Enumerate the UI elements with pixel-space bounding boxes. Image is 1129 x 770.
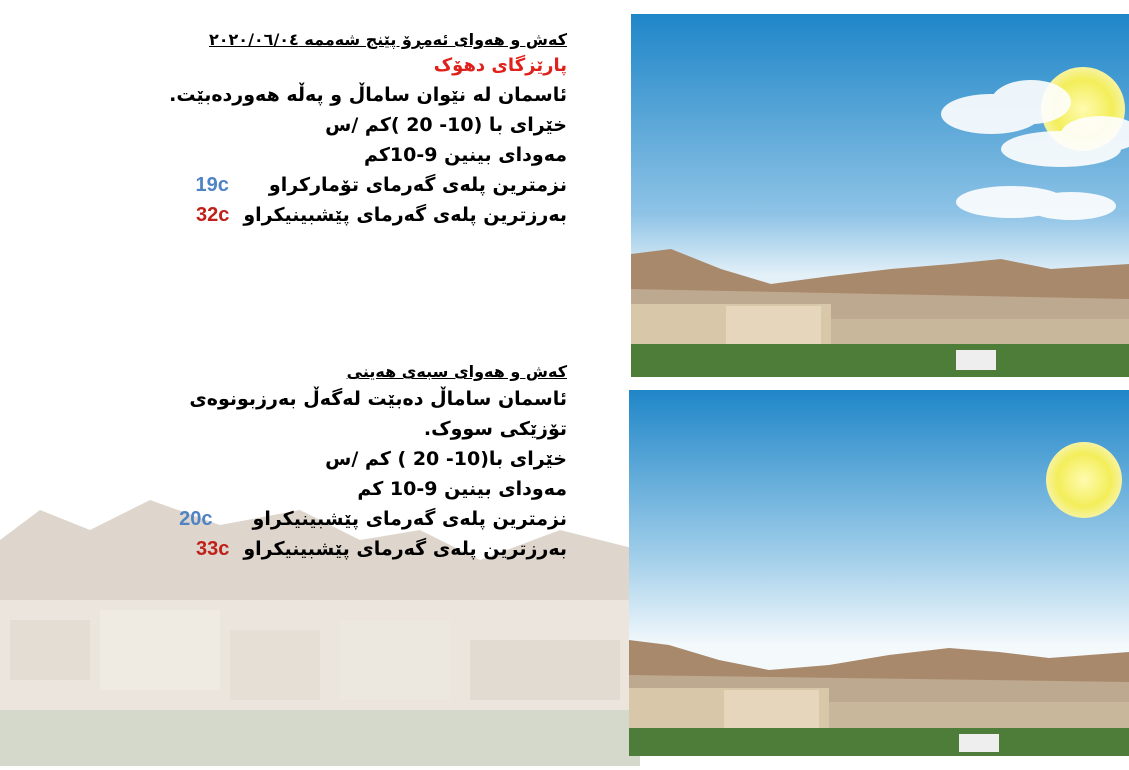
today-min-label: نزمترین پلەی گەرمای تۆمارکراو xyxy=(268,174,567,196)
tomorrow-sky: ئاسمان ساماڵ دەبێت لەگەڵ بەرزبونوەی تۆزێکی سووک. xyxy=(189,388,567,440)
today-max-temp-row xyxy=(107,200,567,230)
today-weather-photo xyxy=(631,14,1129,377)
today-visibility: مەودای بینین 9-10کم xyxy=(363,144,567,166)
today-wind: خێرای با (10- 20 )کم /س xyxy=(325,114,567,136)
today-heading: کەش و هەوای ئەمڕۆ پێنج شەممە ٢٠٢٠/٠٦/٠٤ xyxy=(209,30,567,49)
tomorrow-weather-photo xyxy=(629,390,1129,756)
tomorrow-max-temp-row xyxy=(137,534,567,564)
tomorrow-visibility: مەودای بینین 9-10 کم xyxy=(357,478,567,500)
tomorrow-max-value: 33c xyxy=(195,538,230,560)
tomorrow-heading: کەش و هەوای سبەی هەینی xyxy=(346,362,567,381)
tomorrow-min-value: 20c xyxy=(179,508,213,530)
today-min-temp-row xyxy=(107,170,567,200)
today-min-value: 19c xyxy=(195,174,229,196)
tomorrow-max-label: بەرزترین پلەی گەرمای پێشبینیکراو xyxy=(243,538,567,560)
province-name: پارێزگای دهۆک xyxy=(433,55,567,76)
tomorrow-forecast xyxy=(137,360,567,564)
tomorrow-min-label: نزمترین پلەی گەرمای پێشبینیکراو xyxy=(252,508,567,530)
today-max-value: 32c xyxy=(195,204,230,226)
today-forecast xyxy=(107,28,567,230)
sun-icon xyxy=(1046,442,1122,518)
tomorrow-wind: خێرای با(10- 20 ) کم /س xyxy=(325,448,567,470)
today-sky: ئاسمان لە نێوان ساماڵ و پەڵە هەوردەبێت. xyxy=(169,84,567,106)
tomorrow-min-temp-row xyxy=(137,504,567,534)
today-max-label: بەرزترین پلەی گەرمای پێشبینیکراو xyxy=(243,204,567,226)
